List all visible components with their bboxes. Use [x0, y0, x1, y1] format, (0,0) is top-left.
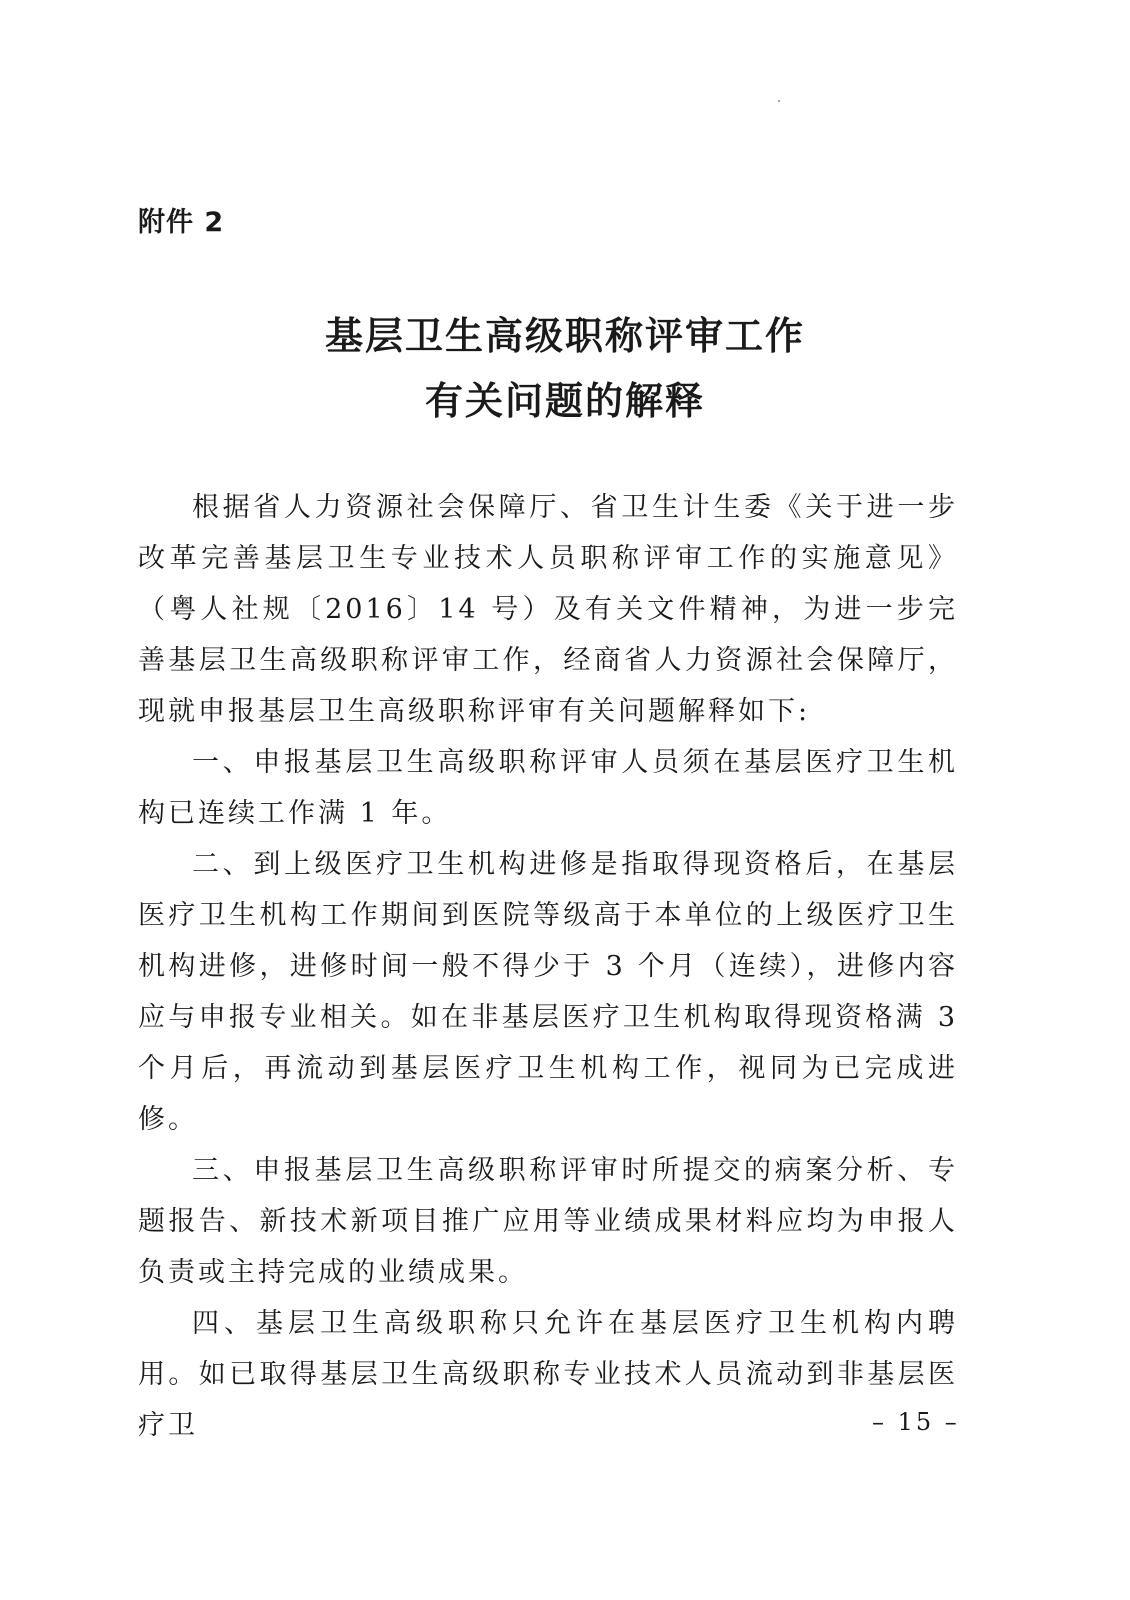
paragraph-item-2: 二、到上级医疗卫生机构进修是指取得现资格后，在基层医疗卫生机构工作期间到医院等级高于本单位的上级医疗卫生机构进修，进修时间一般不得少于 3 个月（连续），进修内容应与申报专业相关。如在非基层医疗卫生机构取得现资格满 3 个月后，再流动到基层医疗卫生机构工作，视同为已完成进修。	[138, 849, 958, 1135]
paragraph-item-1: 一、申报基层卫生高级职称评审人员须在基层医疗卫生机构已连续工作满 1 年。	[138, 747, 958, 829]
paragraph-item-3: 三、申报基层卫生高级职称评审时所提交的病案分析、专题报告、新技术新项目推广应用等业绩成果材料应均为申报人负责或主持完成的业绩成果。	[138, 1155, 958, 1288]
paragraph-item-4: 四、基层卫生高级职称只允许在基层医疗卫生机构内聘用。如已取得基层卫生高级职称专业技术人员流动到非基层医疗卫	[138, 1308, 958, 1441]
document-title-line-1: 基层卫生高级职称评审工作	[324, 313, 805, 358]
paragraph-intro: 根据省人力资源社会保障厅、省卫生计生委《关于进一步改革完善基层卫生专业技术人员职称评审工作的实施意见》（粤人社规〔2016〕14 号）及有关文件精神，为进一步完善基层卫生高级职称评审工作，经商省人力资源社会保障厅，现就申报基层卫生高级职称评审有关问题解释如下:	[138, 492, 958, 727]
page-number: – 15 –	[872, 1408, 960, 1436]
scan-speck	[778, 100, 780, 102]
attachment-label: 附件 2	[138, 207, 225, 238]
document-body	[138, 482, 958, 1451]
document-title-line-2: 有关问题的解释	[424, 378, 705, 423]
